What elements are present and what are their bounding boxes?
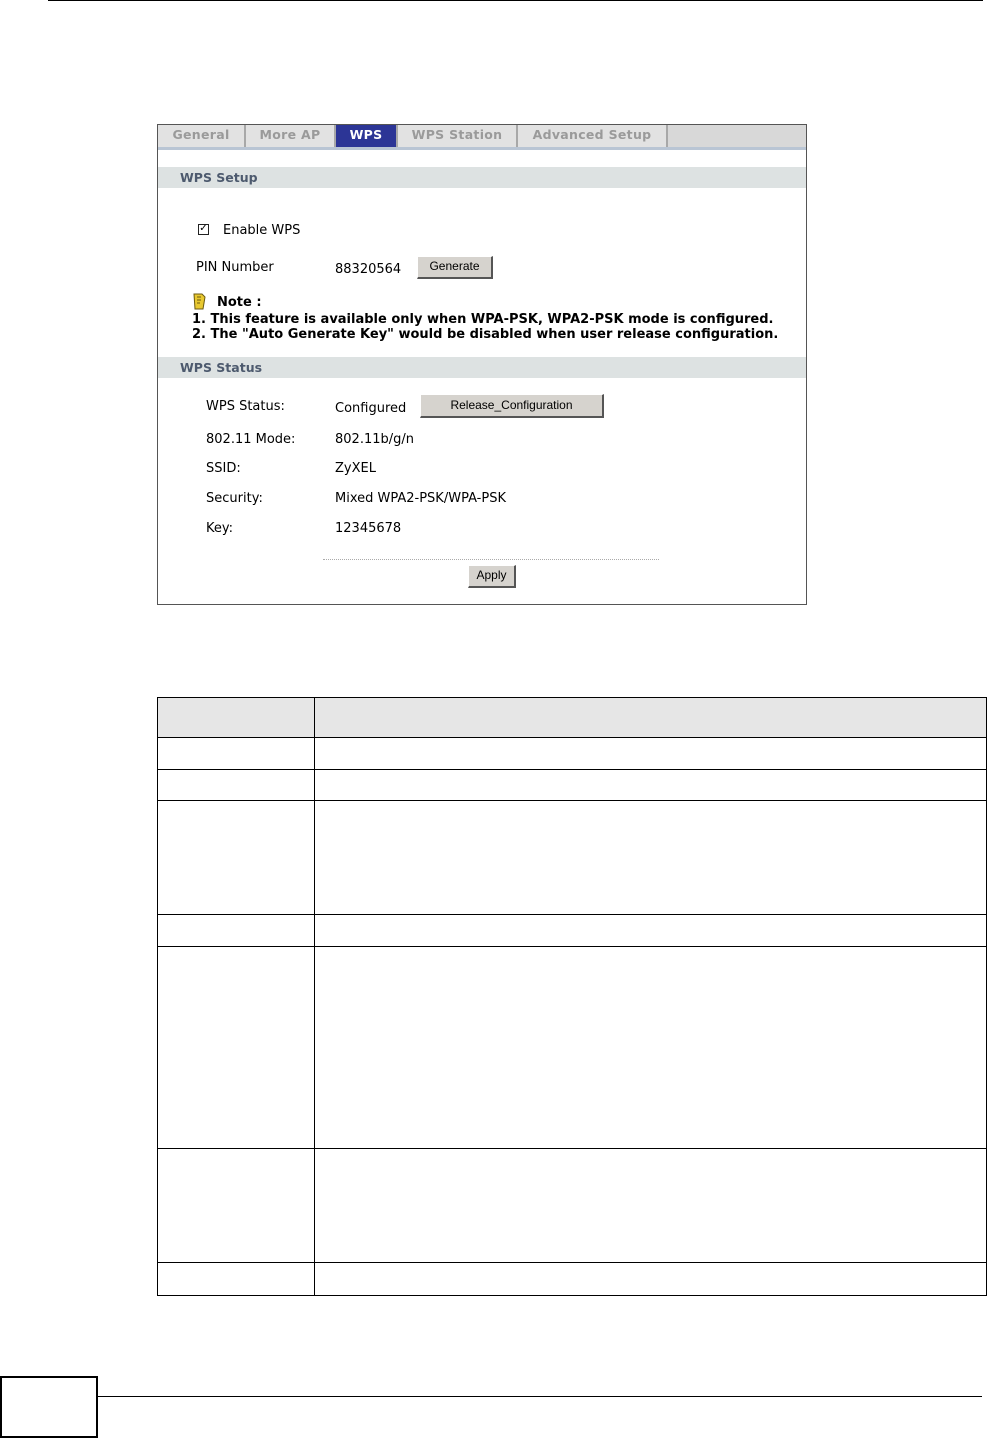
mode-label: 802.11 Mode: [206, 432, 296, 447]
mode-value: 802.11b/g/n [335, 432, 414, 447]
table-cell [315, 738, 987, 770]
page-number-box [0, 1376, 98, 1438]
release-configuration-button[interactable]: Release_Configuration [420, 394, 604, 418]
table-cell [158, 915, 315, 947]
tab-wps-station[interactable]: WPS Station [398, 125, 518, 147]
table-cell [315, 770, 987, 801]
key-value: 12345678 [335, 521, 402, 536]
table-cell [158, 947, 315, 1149]
table-row [158, 1263, 987, 1296]
apply-button[interactable]: Apply [468, 565, 516, 588]
note-title: Note : [217, 295, 262, 310]
table-cell [315, 915, 987, 947]
security-value: Mixed WPA2-PSK/WPA-PSK [335, 491, 506, 506]
wps-status-header: WPS Status [158, 357, 806, 378]
wps-status-value: Configured [335, 401, 407, 416]
button-divider [323, 559, 659, 560]
pin-number-value: 88320564 [335, 262, 402, 277]
table-cell [158, 1263, 315, 1296]
table-header-cell [315, 698, 987, 738]
table-cell [315, 1263, 987, 1296]
enable-wps-label: Enable WPS [223, 223, 301, 238]
table-cell [158, 801, 315, 915]
table-cell [315, 1149, 987, 1263]
tab-more-ap[interactable]: More AP [246, 125, 336, 147]
note-line-1: 1. This feature is available only when WPA-PSK, WPA2-PSK mode is configured. [192, 312, 774, 327]
table-header-cell [158, 698, 315, 738]
table-row [158, 770, 987, 801]
header-rule [48, 0, 983, 1]
tab-bar [158, 125, 806, 150]
footer-rule [98, 1396, 982, 1397]
table-row [158, 947, 987, 1149]
table-cell [158, 738, 315, 770]
table-header-row [158, 698, 987, 738]
wps-status-label: WPS Status: [206, 399, 285, 414]
table-cell [315, 801, 987, 915]
note-icon [192, 293, 206, 314]
table-row [158, 738, 987, 770]
tab-advanced-setup[interactable]: Advanced Setup [518, 125, 668, 147]
table-row [158, 1149, 987, 1263]
note-line-2: 2. The "Auto Generate Key" would be disabled when user release configuration. [192, 327, 779, 342]
table-cell [315, 947, 987, 1149]
table-row [158, 801, 987, 915]
key-label: Key: [206, 521, 234, 536]
ssid-value: ZyXEL [335, 461, 376, 476]
enable-wps-checkbox[interactable]: ✓ [199, 223, 208, 234]
ssid-label: SSID: [206, 461, 241, 476]
tab-bar-fill [668, 125, 806, 147]
pin-number-label: PIN Number [196, 260, 274, 275]
tab-wps[interactable]: WPS [336, 125, 398, 147]
security-label: Security: [206, 491, 263, 506]
wps-screenshot-panel [157, 124, 807, 605]
field-description-table [157, 697, 987, 1296]
tab-general[interactable]: General [158, 125, 246, 147]
table-cell [158, 770, 315, 801]
table-row [158, 915, 987, 947]
wps-setup-header: WPS Setup [158, 167, 806, 188]
table-cell [158, 1149, 315, 1263]
generate-button[interactable]: Generate [417, 256, 493, 279]
